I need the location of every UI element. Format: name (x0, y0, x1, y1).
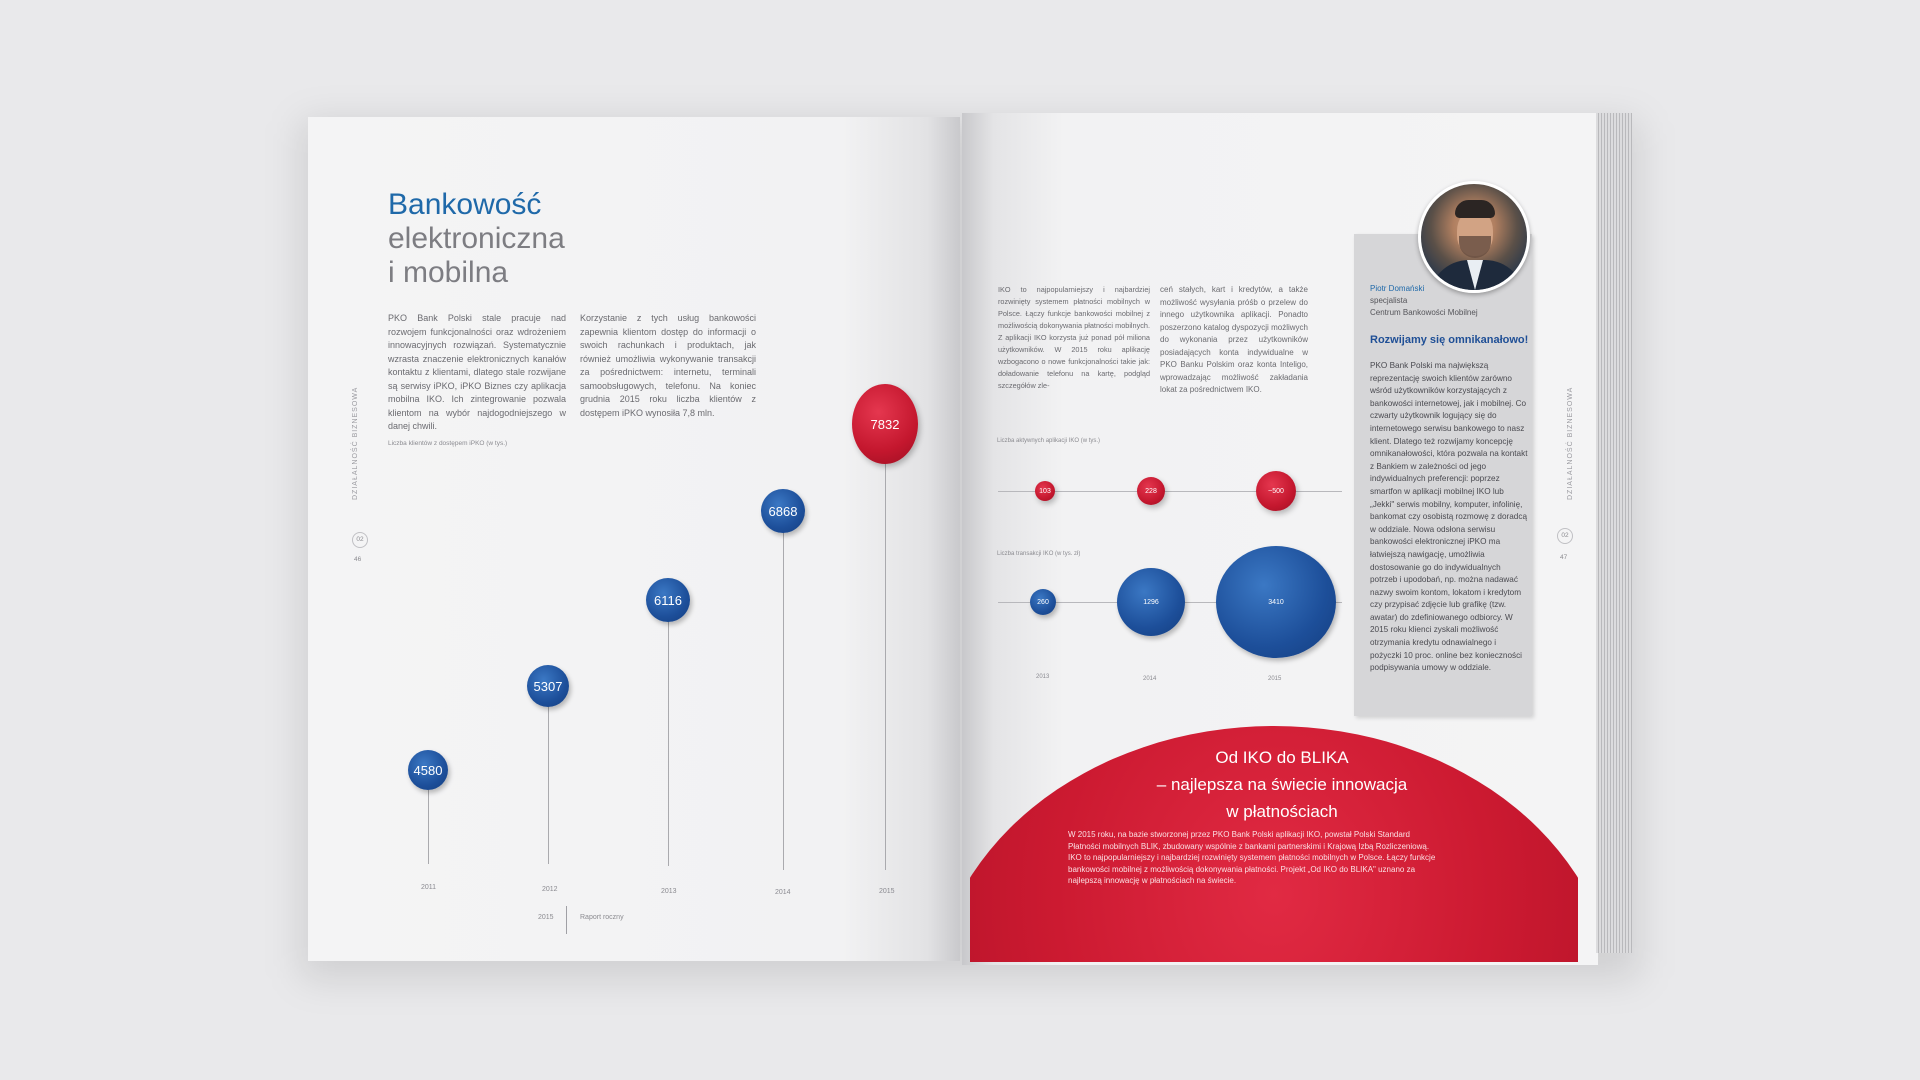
page-title: Bankowość (388, 188, 542, 221)
section-number-left: 02 (352, 532, 368, 548)
chart-point-2015: 7832 (852, 384, 918, 464)
iko-apps-2014: 228 (1137, 477, 1165, 505)
intro-column-1: PKO Bank Polski stale pracuje nad rozwojem funkcjonalności oraz wdrożeniem innowacyjnych rozwiązań. Systematycznie wzrasta znaczenie elektronicznych kanałów kontaktu z klientami, dlatego stale rozwijane są serwisy iPKO, iPKO Biznes czy aplikacja mobilna IKO. Ich zintegrowanie pozwala klientom na wybór najdogodniejszego w danej chwili. (388, 313, 566, 431)
iko-year-2015: 2015 (1268, 676, 1282, 682)
iko-transactions-2015: 3410 (1216, 546, 1336, 658)
blik-title-line2: – najlepsza na świecie innowacja (1156, 775, 1408, 794)
iko-transactions-2013: 260 (1030, 589, 1056, 615)
chart-stem-2011 (428, 790, 429, 864)
chart-point-2013: 6116 (646, 578, 690, 622)
iko-apps-2015: ~500 (1256, 471, 1296, 511)
intro-column-2: Korzystanie z tych usług bankowości zapewnia klientom dostęp do informacji o swoich rachunkach i produktach, jak również umożliwia wykonywanie transakcji za pośrednictwem: internetu, terminali samoobsługowych, telefonu. Na koniec grudnia 2015 roku liczba klientów z dostępem iPKO wynosiła 7,8 mln. (580, 313, 756, 418)
chart-year-2012: 2012 (542, 886, 558, 893)
page-subtitle-line2: i mobilna (388, 256, 509, 289)
blik-title-line1: Od IKO do BLIKA (1215, 748, 1349, 767)
iko-year-2014: 2014 (1143, 676, 1157, 682)
chart-point-2012: 5307 (527, 665, 569, 707)
avatar (1418, 181, 1530, 293)
chart-year-2015: 2015 (879, 888, 895, 895)
chart-point-2014: 6868 (761, 489, 805, 533)
chart-stem-2015 (885, 454, 886, 870)
chart-stem-2014 (783, 532, 784, 870)
footer-divider (566, 906, 567, 934)
footer-year: 2015 (538, 914, 554, 921)
chart-label-iko-apps: Liczba aktywnych aplikacji IKO (w tys.) (997, 438, 1101, 444)
person-role: specjalista (1370, 296, 1408, 305)
page-number-left: 46 (354, 556, 362, 563)
chart-point-2011: 4580 (408, 750, 448, 790)
side-label-left: DZIAŁALNOŚĆ BIZNESOWA (352, 386, 359, 500)
section-number-right: 02 (1557, 528, 1573, 544)
chart-stem-2012 (548, 702, 549, 864)
page-subtitle-line1: elektroniczna (388, 222, 565, 255)
iko-column-1: IKO to najpopularniejszy i najbardziej rozwinięty systemem płatności mobilnych w Polsce. Łączy funkcje bankowości mobilnej z możliwością dokonywania płatności mobilnych. Z aplikacji IKO korzysta już ponad pół miliona użytkowników. W 2015 roku aplikację wzbogacono o nowe funkcjonalności takie jak: doładowanie telefonu na kartę, podgląd szczegółów zle- (998, 285, 1150, 390)
chart-year-2014: 2014 (775, 889, 791, 896)
quote-title: Rozwijamy się omnikanałowo! (1370, 334, 1529, 346)
iko-transactions-2014: 1296 (1117, 568, 1185, 636)
page-edges (1596, 113, 1632, 953)
iko-column-2: ceń stałych, kart i kredytów, a także możliwość wysyłania próśb o przelew do innego użytkownika aplikacji. Ponadto poszerzono katalog dyspozycji możliwych do wykonania przez użytkowników posiadających konta indywidualne w PKO Banku Polskim oraz konta Inteligo, wprowadzając możliwość zakładania lokat za pośrednictwem IKO. (1160, 285, 1308, 394)
iko-year-2013: 2013 (1036, 674, 1050, 680)
chart-stem-2013 (668, 620, 669, 866)
chart-year-2011: 2011 (421, 884, 437, 891)
person-department: Centrum Bankowości Mobilnej (1370, 308, 1478, 317)
person-name: Piotr Domański (1370, 284, 1425, 293)
blik-title-line3: w płatnościach (1226, 802, 1338, 821)
iko-apps-2013: 103 (1035, 481, 1055, 501)
chart-year-2013: 2013 (661, 888, 677, 895)
page-number-right: 47 (1560, 554, 1568, 561)
quote-body: PKO Bank Polski ma największą reprezentację swoich klientów zarówno wśród użytkowników korzystających z bankowości internetowej, jak i mobilnej. Co czwarty użytkownik logujący się do internetowego serwisu bankowego to nasz klient. Dlatego też rozwijamy koncepcję omnikanałowości, która pozwala na kontakt z Bankiem w zależności od jego indywidualnych preferencji: poprzez smartfon w aplikacji mobilnej IKO lub „Jekki" serwis mobilny, komputer, infolinię, bankomat czy osobistą rozmowę z doradcą w oddziale. Nowa odsłona serwisu bankowości elektronicznej iPKO ma łatwiejszą nawigację, umożliwia dostosowanie go do indywidualnych potrzeb i upodobań, np. można nadawać nazwy swoim kontom, lokatom i kredytom czy przypisać zdjęcie lub grafikę (tzw. awatar) do zdefiniowanego odbiorcy. W 2015 roku klienci zyskali możliwość otrzymania kredytu odnawialnego i pożyczki 10 proc. online bez konieczności podpisywania umowy w oddziale. (1370, 361, 1528, 673)
footer-title: Raport roczny (580, 914, 624, 921)
blik-title (1032, 744, 1532, 825)
blik-body: W 2015 roku, na bazie stworzonej przez PKO Bank Polski aplikacji IKO, powstał Polski Standard Płatności mobilnych BLIK, zbudowany wspólnie z bankami partnerskimi i Krajową Izbą Rozliczeniową. IKO to najpopularniejszy i najbardziej rozwinięty systemem płatności mobilnych w Polsce. Łączy funkcje bankowości mobilnej z możliwością dokonywania płatności. Projekt „Od IKO do BLIKA" uznano za najlepszą innowację w płatnościach na świecie. (1068, 830, 1436, 885)
chart-label-ipko: Liczba klientów z dostępem iPKO (w tys.) (388, 440, 508, 447)
side-label-right: DZIAŁALNOŚĆ BIZNESOWA (1567, 386, 1574, 500)
chart-label-iko-transactions: Liczba transakcji IKO (w tys. zł) (997, 551, 1081, 557)
